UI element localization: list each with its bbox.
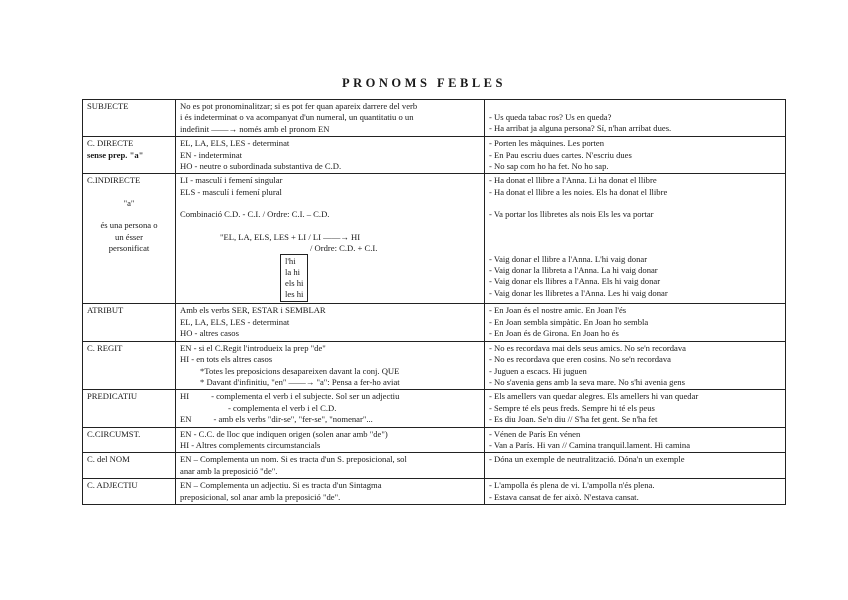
rule-line: LI - masculí i femení singular	[180, 175, 283, 186]
box-item: la hi	[285, 267, 301, 278]
table-row-predicatiu	[83, 390, 786, 427]
rule-cell	[176, 100, 485, 137]
rule-line: EL, LA, ELS, LES - determinat	[180, 316, 290, 327]
example-line: - Sempre té els peus freds. Sempre hi té els peus	[489, 402, 655, 413]
row-label: C. DIRECTE	[87, 138, 134, 149]
rule-line	[180, 391, 480, 402]
row-sublabel: "a"	[123, 197, 135, 208]
example-line: - En Joan és de Girona. En Joan ho és	[489, 328, 619, 339]
table-row-subjecte	[83, 100, 786, 137]
rule-line: Combinació C.D. - C.I. / Ordre: C.I. – C.D.	[180, 209, 330, 220]
row-label-cell	[83, 341, 176, 390]
example-line: - Es diu Joan. Se'n diu // S'ha fet gent. Se n'ha fet	[489, 414, 658, 425]
row-sublabel: un ésser	[115, 231, 143, 242]
examples-cell	[485, 304, 786, 341]
example-line: - Ha donat el llibre a l'Anna. Li ha donat el llibre	[489, 175, 657, 186]
example-line: - En Pau escriu dues cartes. N'escriu dues	[489, 149, 632, 160]
row-label: SUBJECTE	[87, 101, 129, 111]
rule-cell	[176, 479, 485, 505]
row-label-cell	[83, 427, 176, 453]
row-label: C.CIRCUMST.	[87, 428, 141, 439]
box-item: l'hi	[285, 256, 296, 267]
pronoun-box-wrap	[180, 254, 480, 302]
pronoun: EN	[180, 414, 192, 425]
rule-line: EN - C.C. de lloc que indiquen origen (solen anar amb "de")	[180, 428, 388, 439]
spacer	[489, 243, 781, 254]
row-label: PREDICATIU	[87, 391, 138, 402]
example-line: - L'ampolla és plena de vi. L'ampolla n'és plena.	[489, 480, 655, 491]
rule-line: EN – Complementa un nom. Si es tracta d'un S. preposicional, sol	[180, 454, 407, 465]
row-label: C. ADJECTIU	[87, 480, 138, 491]
examples-cell	[485, 390, 786, 427]
row-label-cell	[83, 100, 176, 137]
rule-line: HI - Altres complements circumstancials	[180, 439, 321, 450]
example-line: - Us queda tabac ros? Us en queda?	[489, 112, 612, 122]
examples-cell	[485, 479, 786, 505]
rule-note: * Davant d'infinitiu, "en" ——→ "a": Pensa a fer-ho aviat	[200, 376, 400, 387]
rule-line: No es pot pronominalitzar; si es pot fer quan apareix darrere del verb	[180, 101, 418, 111]
row-label: ATRIBUT	[87, 305, 124, 316]
spacer	[87, 187, 171, 198]
pronoun-description: - amb els verbs "dir-se", "fer-se", "nomenar"...	[213, 414, 373, 425]
row-label-cell	[83, 390, 176, 427]
combination-line: "EL, LA, ELS, LES + LI / LI ——→ HI	[220, 231, 361, 242]
rule-cell	[176, 137, 485, 174]
rule-line	[180, 414, 480, 425]
example-line: - Van a París. Hi van // Camina tranquil.lament. Hi camina	[489, 439, 691, 450]
example-line: - Vaig donar els llibres a l'Anna. Els hi vaig donar	[489, 276, 661, 287]
page-title: PRONOMS FEBLES	[342, 76, 506, 90]
rule-line: EN – Complementa un adjectiu. Si es tracta d'un Sintagma	[180, 480, 382, 491]
rule-line: i és indeterminat o va acompanyat d'un numeral, un quantitatiu o un	[180, 112, 414, 123]
rule-line: indefinit ——→ només amb el pronom EN	[180, 123, 330, 134]
examples-cell	[485, 137, 786, 174]
row-sublabel: personificat	[108, 243, 150, 254]
pronoun-description: - complementa el verb i el subjecte. Sol ser un adjectiu	[211, 391, 400, 402]
rule-line: HO - neutre o subordinada substantiva de C.D.	[180, 161, 342, 172]
examples-cell	[485, 341, 786, 390]
example-line: - Ha donat el llibre a les noies. Els ha donat el llibre	[489, 186, 668, 197]
pronoun-combination-box	[280, 254, 308, 302]
example-line: - No es recordava mai dels seus amics. No se'n recordava	[489, 342, 686, 353]
example-line: - No es recordava que eren cosins. No se'n recordava	[489, 354, 671, 365]
examples-cell	[485, 174, 786, 304]
table-row-circumst	[83, 427, 786, 453]
table-row-regit	[83, 341, 786, 390]
table-row-indirecte	[83, 174, 786, 304]
rule-line: HI - en tots els altres casos	[180, 354, 273, 365]
row-label-cell	[83, 479, 176, 505]
rule-cell	[176, 390, 485, 427]
row-label-cell	[83, 453, 176, 479]
spacer	[180, 221, 480, 232]
box-item: els hi	[285, 278, 304, 289]
rule-cell	[176, 304, 485, 341]
pronouns-table	[82, 99, 786, 505]
rule-cell	[176, 174, 485, 304]
example-line: - Els amellers van quedar alegres. Els amellers hi van quedar	[489, 391, 699, 402]
rule-line: anar amb la preposició "de".	[180, 465, 278, 476]
example-line: - Va portar los llibretes als nois Els les va portar	[489, 209, 654, 220]
rule-line: EN - si el C.Regit l'introdueix la prep "de"	[180, 342, 326, 353]
row-label-cell	[83, 304, 176, 341]
spacer	[180, 198, 480, 209]
row-label: C.INDIRECTE	[87, 175, 141, 186]
example-line: - No s'avenia gens amb la seva mare. No s'hi avenia gens	[489, 376, 685, 387]
example-line: - En Joan és el nostre amic. En Joan l'és	[489, 305, 627, 316]
row-sublabel: és una persona o	[100, 220, 158, 231]
table-row-nom	[83, 453, 786, 479]
rule-cell	[176, 453, 485, 479]
example-line: - Estava cansat de fer això. N'estava cansat.	[489, 491, 639, 502]
pronoun-description: - complementa el verb i el C.D.	[228, 402, 337, 413]
rule-line: EN - indeterminat	[180, 149, 243, 160]
example-line: - Ha arribat ja alguna persona? Sí, n'han arribat dues.	[489, 123, 672, 134]
example-line: - Vaig donar les llibretes a l'Anna. Les hi vaig donar	[489, 287, 668, 298]
rule-cell	[176, 341, 485, 390]
pronoun: HI	[180, 391, 190, 402]
row-label-cell	[83, 174, 176, 304]
spacer	[489, 198, 781, 209]
example-line	[489, 101, 781, 112]
example-line: - En Joan sembla simpàtic. En Joan ho sembla	[489, 316, 649, 327]
table-row-adjectiu	[83, 479, 786, 505]
example-line: - No sap com ho ha fet. No ho sap.	[489, 161, 609, 172]
rule-line: ELS - masculí i femení plural	[180, 186, 282, 197]
example-line: - Dóna un exemple de neutralització. Dóna'n un exemple	[489, 454, 685, 465]
example-line: - Porten les màquines. Les porten	[489, 138, 605, 149]
examples-cell	[485, 100, 786, 137]
rule-line: HO - altres casos	[180, 328, 239, 339]
spacer	[489, 232, 781, 243]
spacer	[489, 221, 781, 232]
rule-cell	[176, 427, 485, 453]
combination-line: / Ordre: C.D. + C.I.	[310, 243, 378, 254]
row-label-cell	[83, 137, 176, 174]
row-label: C. REGIT	[87, 342, 123, 353]
rule-line: preposicional, sol anar amb la preposició "de".	[180, 491, 341, 502]
box-item: les hi	[285, 289, 304, 300]
example-line: - Vaig donar el llibre a l'Anna. L'hi vaig donar	[489, 253, 648, 264]
example-line: - Vaig donar la llibreta a l'Anna. La hi vaig donar	[489, 265, 658, 276]
examples-cell	[485, 453, 786, 479]
examples-cell	[485, 427, 786, 453]
row-sublabel: sense prep. "a"	[87, 149, 144, 160]
rule-line: Amb els verbs SER, ESTAR i SEMBLAR	[180, 305, 326, 316]
table-row-atribut	[83, 304, 786, 341]
example-line: - Juguen a escacs. Hi juguen	[489, 365, 587, 376]
row-label: C. del NOM	[87, 454, 130, 465]
example-line: - Vénen de París En vénen	[489, 428, 581, 439]
spacer	[87, 209, 171, 220]
rule-line: EL, LA, ELS, LES - determinat	[180, 138, 290, 149]
rule-note: *Totes les preposicions desapareixen davant la conj. QUE	[200, 365, 400, 376]
table-row-directe	[83, 137, 786, 174]
